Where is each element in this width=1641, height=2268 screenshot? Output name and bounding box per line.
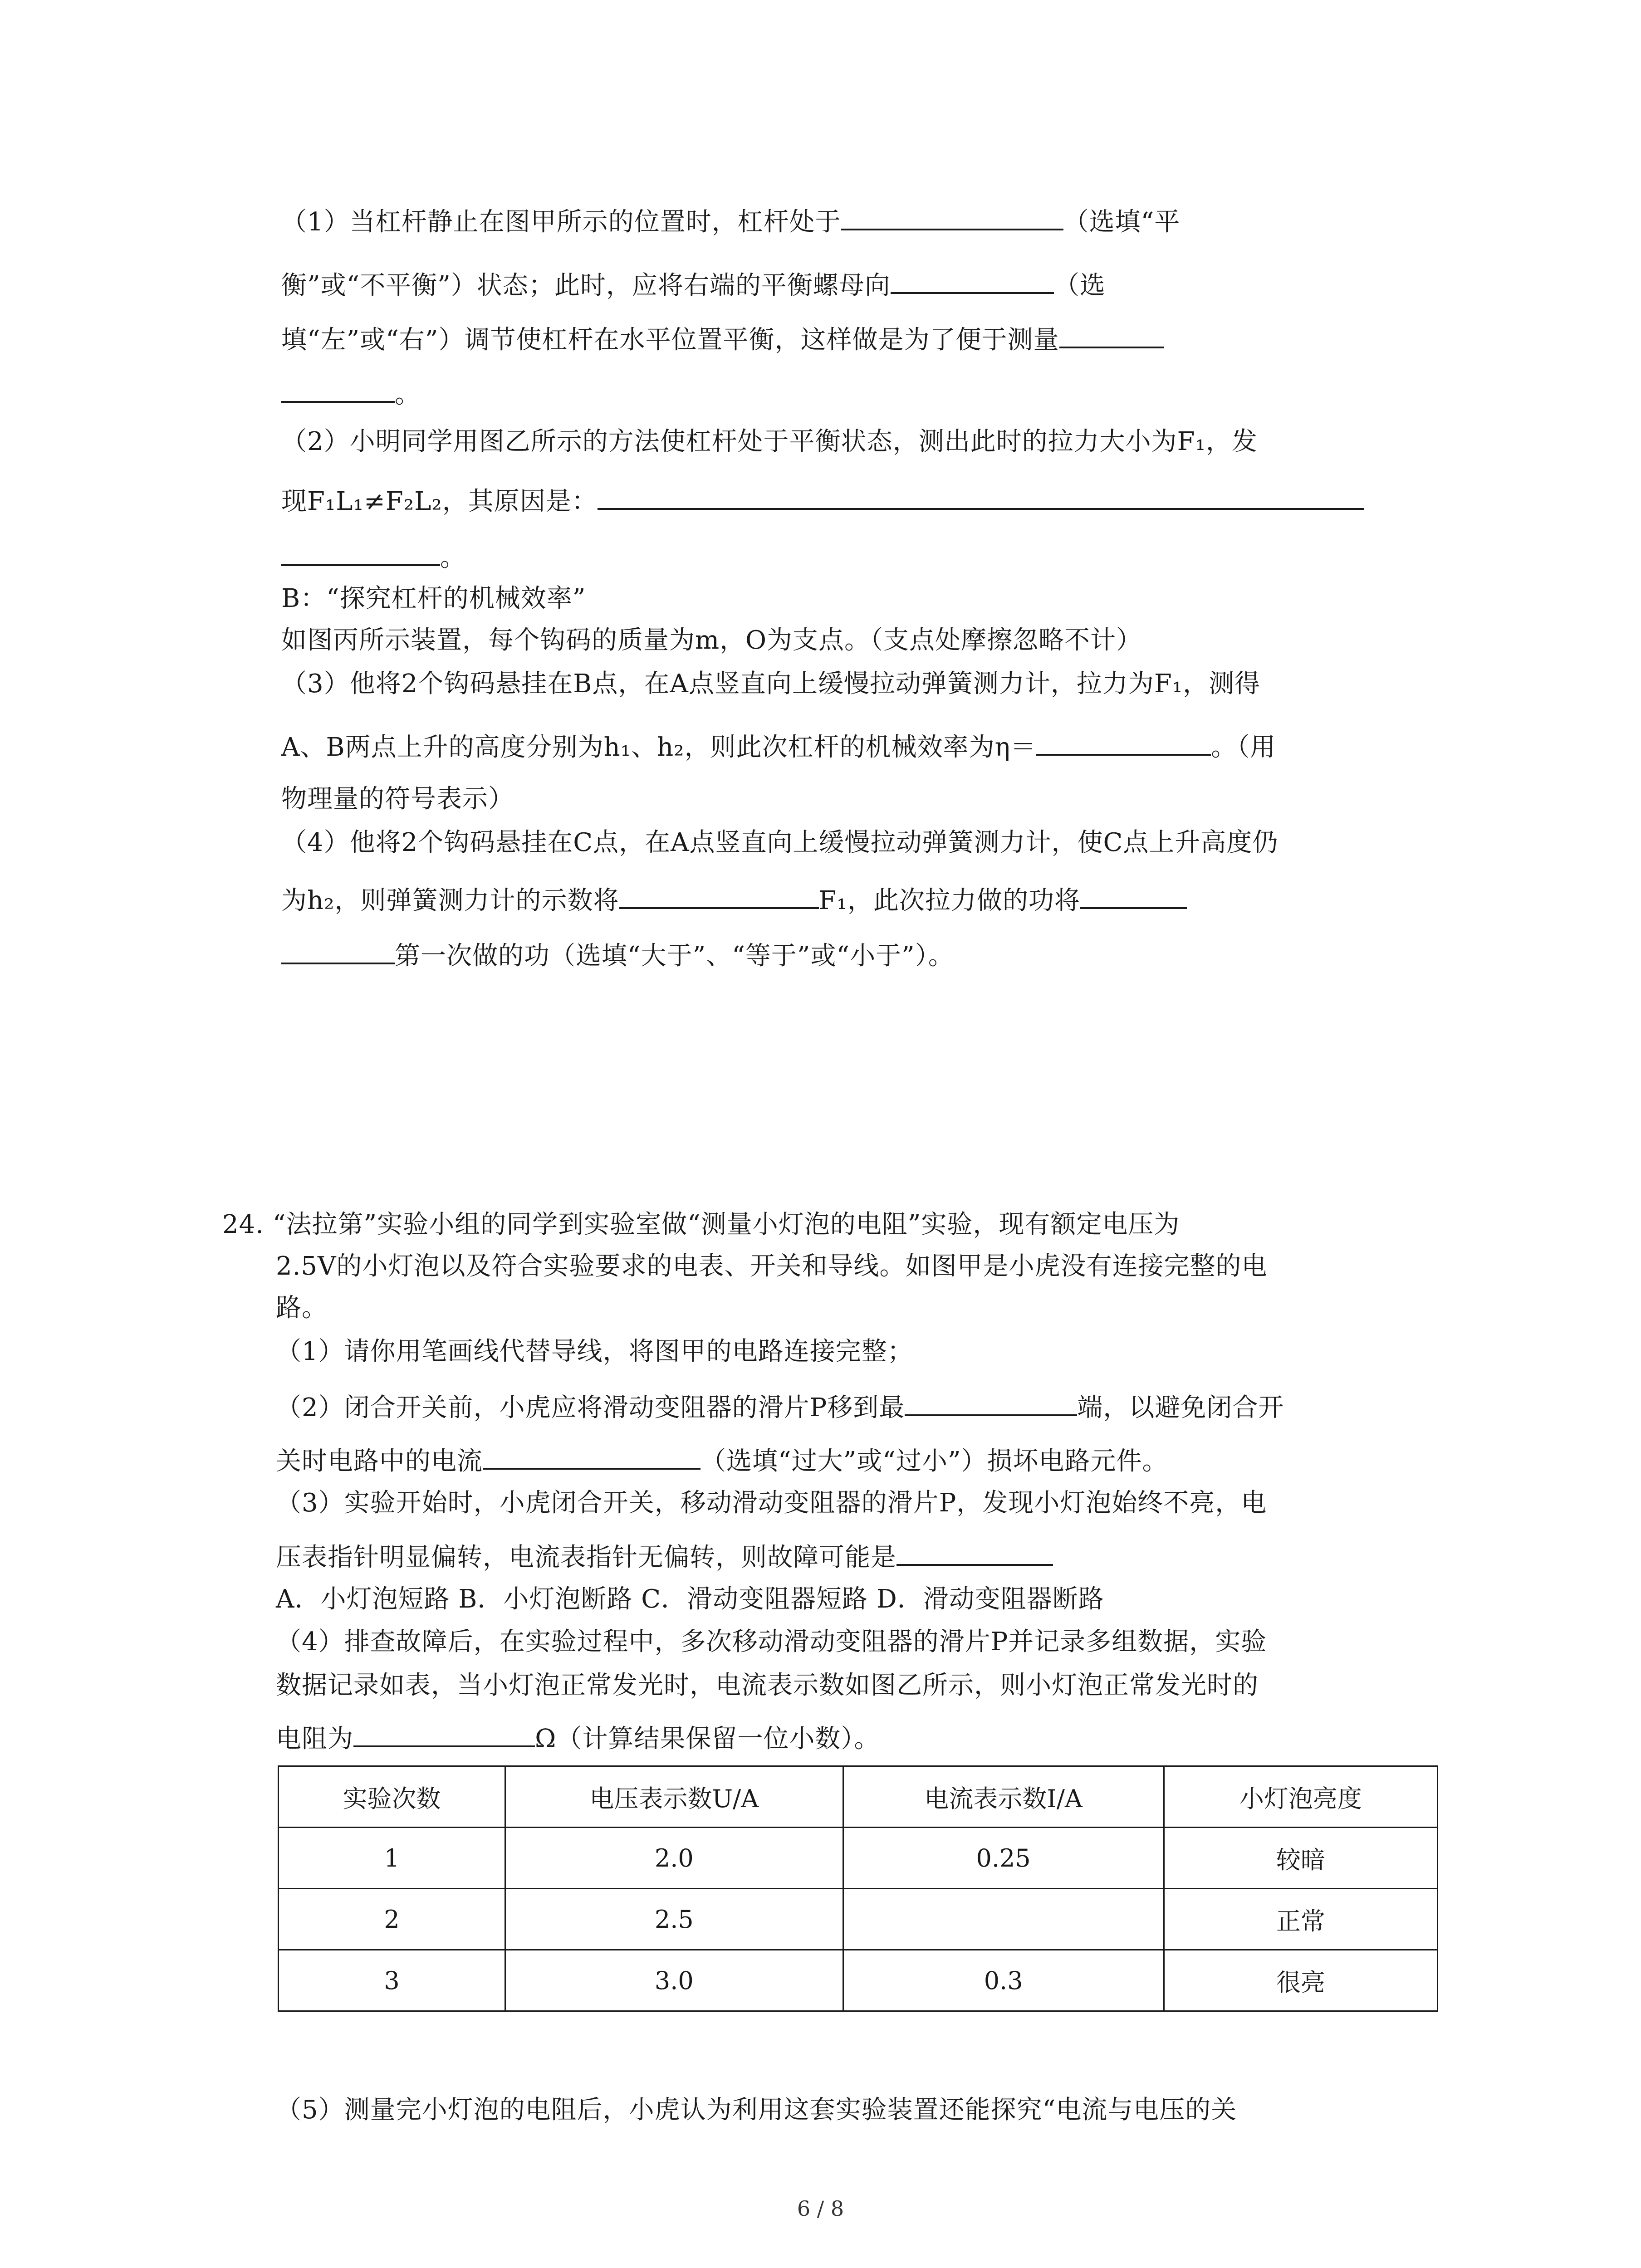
q24-text1: 24. “法拉第”实验小组的同学到实验室做“测量小灯泡的电阻”实验，现有额定电压为 xyxy=(222,1210,1180,1239)
table-row xyxy=(279,1950,1438,2011)
q23-p1-text3: 填“左”或“右”）调节使杠杆在水平位置平衡，这样做是为了便于测量 xyxy=(281,325,1059,355)
answer-blank[interactable] xyxy=(1080,881,1187,909)
q24-s3-line2 xyxy=(276,1538,1053,1576)
table-cell xyxy=(843,1889,1164,1950)
q24-s3-options xyxy=(276,1581,1104,1618)
answer-blank[interactable] xyxy=(896,1538,1053,1566)
q23-p2-text3: 。 xyxy=(440,543,466,572)
q24-s4-line1 xyxy=(276,1624,1267,1660)
q24-text3: 路。 xyxy=(276,1293,328,1323)
q23-p3-text2b: 。（用 xyxy=(1211,733,1276,762)
q23-p1-text1: （1）当杠杆静止在图甲所示的位置时，杠杆处于 xyxy=(281,207,841,237)
section-b-desc xyxy=(281,622,1142,659)
q23-p2-text2: 现F₁L₁≠F₂L₂，其原因是： xyxy=(281,487,598,516)
q23-p2-line2 xyxy=(281,482,1364,520)
q24-s1 xyxy=(276,1334,913,1370)
table-cell: 2.5 xyxy=(505,1889,843,1950)
answer-blank[interactable] xyxy=(1036,728,1211,756)
answer-blank[interactable] xyxy=(281,936,395,964)
q23-p1-text2: 衡”或“不平衡”）状态；此时，应将右端的平衡螺母向 xyxy=(281,271,891,300)
q24-s3-text2: 压表指针明显偏转，电流表指针无偏转，则故障可能是 xyxy=(276,1543,896,1572)
answer-blank[interactable] xyxy=(619,881,819,909)
q23-p3-line2 xyxy=(281,728,1276,766)
q24-s3-line1 xyxy=(276,1485,1267,1521)
q24-s2-text1: （2）闭合开关前，小虎应将滑动变阻器的滑片P移到最 xyxy=(276,1393,905,1422)
q24-s5 xyxy=(276,2092,1237,2128)
q24-s1-text: （1）请你用笔画线代替导线，将图甲的电路连接完整； xyxy=(276,1337,913,1366)
table-header-cell: 小灯泡亮度 xyxy=(1164,1766,1437,1828)
q23-p3-text2: A、B两点上升的高度分别为h₁、h₂，则此次杠杆的机械效率为η＝ xyxy=(281,733,1037,762)
table-header-cell: 电流表示数I/A xyxy=(843,1766,1164,1828)
q24-s2-line1 xyxy=(276,1388,1284,1426)
answer-blank[interactable] xyxy=(281,538,440,566)
q23-p1-text1b: （选填“平 xyxy=(1063,207,1181,237)
q24-s3-text1: （3）实验开始时，小虎闭合开关，移动滑动变阻器的滑片P，发现小灯泡始终不亮，电 xyxy=(276,1488,1267,1518)
q23-p1-line4 xyxy=(281,375,421,413)
q23-p1-text4: 。 xyxy=(395,380,421,409)
q23-p3-text1: （3）他将2个钩码悬挂在B点，在A点竖直向上缓慢拉动弹簧测力计，拉力为F₁，测得 xyxy=(281,669,1261,699)
q23-p4-line2 xyxy=(281,881,1187,919)
q24-s4-text2: 数据记录如表，当小灯泡正常发光时，电流表示数如图乙所示，则小灯泡正常发光时的 xyxy=(276,1671,1259,1700)
q23-p3-text3: 物理量的符号表示） xyxy=(281,784,514,814)
table-row xyxy=(279,1889,1438,1950)
q24-line3 xyxy=(276,1290,328,1326)
q24-s2-text2: 关时电路中的电流 xyxy=(276,1447,483,1476)
q24-s4-line2 xyxy=(276,1667,1259,1704)
table-row xyxy=(279,1828,1438,1889)
q24-s4-text3b: Ω（计算结果保留一位小数）。 xyxy=(535,1724,880,1754)
q24-s4-text1: （4）排查故障后，在实验过程中，多次移动滑动变阻器的滑片P并记录多组数据，实验 xyxy=(276,1627,1267,1657)
q23-p4-text2b: F₁，此次拉力做的功将 xyxy=(818,886,1080,915)
table-cell: 0.3 xyxy=(843,1950,1164,2011)
q24-line2 xyxy=(276,1248,1268,1285)
q23-p4-text2: 为h₂，则弹簧测力计的示数将 xyxy=(281,886,619,915)
table-cell: 2.0 xyxy=(505,1828,843,1889)
q23-p2-text1: （2）小明同学用图乙所示的方法使杠杆处于平衡状态，测出此时的拉力大小为F₁，发 xyxy=(281,427,1258,456)
page-number: 6 / 8 xyxy=(797,2196,844,2221)
section-b-title xyxy=(281,581,586,617)
q23-p1-text2b: （选 xyxy=(1053,271,1106,300)
q24-s4-line3 xyxy=(276,1719,880,1757)
experiment-data-table xyxy=(278,1765,1438,2012)
table-header-cell: 实验次数 xyxy=(279,1766,505,1828)
answer-blank[interactable] xyxy=(281,375,395,403)
q23-p2-line3 xyxy=(281,538,466,576)
table-header-cell: 电压表示数U/A xyxy=(505,1766,843,1828)
q24-s2-line2 xyxy=(276,1442,1168,1480)
table-cell: 0.25 xyxy=(843,1828,1164,1889)
q23-p2-line1 xyxy=(281,424,1258,460)
q23-p4-line3 xyxy=(281,936,954,974)
table-cell: 1 xyxy=(279,1828,505,1889)
table-cell: 2 xyxy=(279,1889,505,1950)
section-b-title-text: B：“探究杠杆的机械效率” xyxy=(281,584,586,613)
answer-blank[interactable] xyxy=(353,1719,535,1747)
q24-s3-options-text: A．小灯泡短路 B．小灯泡断路 C．滑动变阻器短路 D．滑动变阻器断路 xyxy=(276,1584,1104,1614)
section-b-desc-text: 如图丙所示装置，每个钩码的质量为m，O为支点。（支点处摩擦忽略不计） xyxy=(281,626,1142,655)
q23-p1-line3 xyxy=(281,320,1164,358)
q23-p3-line3 xyxy=(281,781,514,817)
answer-blank[interactable] xyxy=(1059,320,1164,348)
table-cell: 3 xyxy=(279,1950,505,2011)
q24-s4-text3a: 电阻为 xyxy=(276,1724,353,1754)
table-cell: 较暗 xyxy=(1164,1828,1437,1889)
answer-blank[interactable] xyxy=(841,202,1063,230)
q23-p4-line1 xyxy=(281,825,1278,861)
table-cell: 3.0 xyxy=(505,1950,843,2011)
answer-blank[interactable] xyxy=(891,266,1054,294)
q23-p4-text1: （4）他将2个钩码悬挂在C点，在A点竖直向上缓慢拉动弹簧测力计，使C点上升高度仍 xyxy=(281,828,1279,857)
q23-p3-line1 xyxy=(281,666,1260,702)
answer-blank[interactable] xyxy=(598,482,1364,510)
table-cell: 很亮 xyxy=(1164,1950,1437,2011)
q24-text2: 2.5V的小灯泡以及符合实验要求的电表、开关和导线。如图甲是小虎没有连接完整的电 xyxy=(276,1251,1268,1281)
q23-p1-line1 xyxy=(281,202,1180,240)
answer-blank[interactable] xyxy=(483,1442,700,1470)
q24-s2-text2b: （选填“过大”或“过小”）损坏电路元件。 xyxy=(700,1447,1168,1476)
q23-p1-line2 xyxy=(281,266,1106,304)
q24-s5-text: （5）测量完小灯泡的电阻后，小虎认为利用这套实验装置还能探究“电流与电压的关 xyxy=(276,2095,1237,2125)
q24-line1 xyxy=(222,1207,1180,1243)
answer-blank[interactable] xyxy=(905,1388,1077,1416)
table-cell: 正常 xyxy=(1164,1889,1437,1950)
table-header-row xyxy=(279,1766,1438,1828)
q23-p4-text3: 第一次做的功（选填“大于”、“等于”或“小于”）。 xyxy=(395,941,954,971)
q24-s2-text1b: 端，以避免闭合开 xyxy=(1077,1393,1284,1422)
